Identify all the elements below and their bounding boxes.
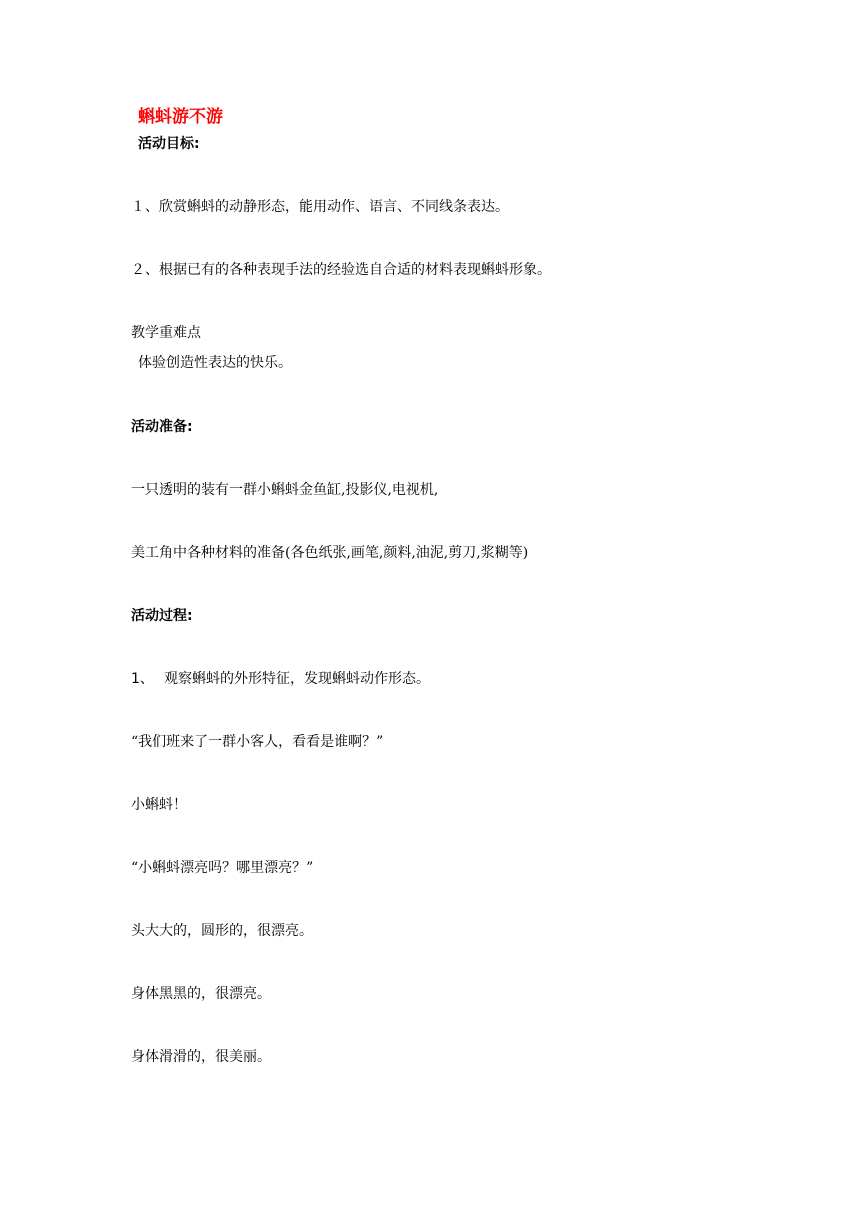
objectives-heading: 活动目标: [138,136,200,152]
dialogue-answer-3: 身体黑黑的，很漂亮。 [131,986,271,1002]
key-points-text: 体验创造性表达的快乐。 [138,355,292,371]
dialogue-quote-1: “我们班来了一群小客人，看看是谁啊？” [131,734,384,750]
dialogue-answer-4: 身体滑滑的，很美丽。 [131,1049,271,1065]
key-points-heading: 教学重难点 [131,325,201,341]
document-title: 蝌蚪游不游 [138,107,223,127]
objective-2: ２、根据已有的各种表现手法的经验选自合适的材料表现蝌蚪形象。 [131,262,551,278]
dialogue-answer-1: 小蝌蚪！ [131,797,187,813]
step-1-text: 观察蝌蚪的外形特征，发现蝌蚪动作形态。 [164,671,430,687]
step-1-number: 1、 [131,671,154,687]
dialogue-quote-2: “小蝌蚪漂亮吗？哪里漂亮？” [131,860,314,876]
preparation-item-1: 一只透明的装有一群小蝌蚪金鱼缸,投影仪,电视机, [131,482,439,498]
preparation-heading: 活动准备: [131,419,193,435]
dialogue-answer-2: 头大大的，圆形的，很漂亮。 [131,923,313,939]
process-heading: 活动过程: [131,608,193,624]
objective-1: １、欣赏蝌蚪的动静形态，能用动作、语言、不同线条表达。 [131,199,509,215]
preparation-item-2: 美工角中各种材料的准备(各色纸张,画笔,颜料,油泥,剪刀,浆糊等) [131,545,529,561]
